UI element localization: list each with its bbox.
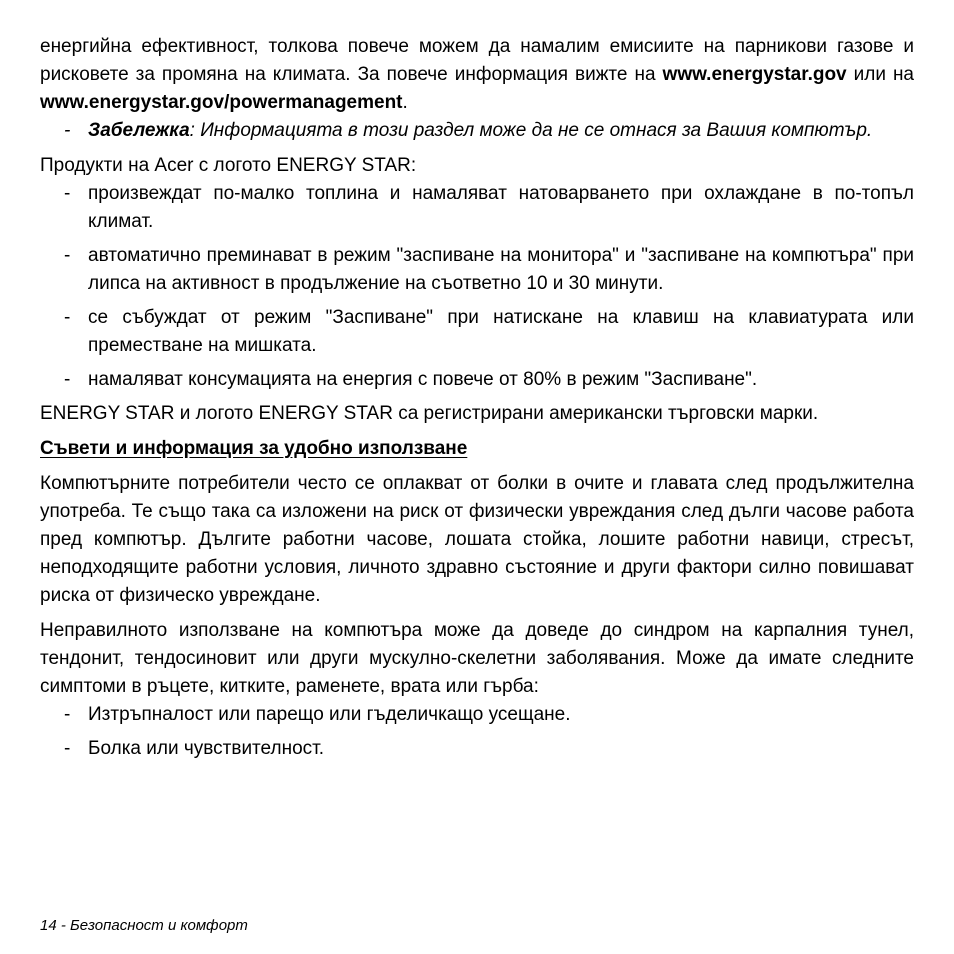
list-bullet: -	[64, 738, 71, 759]
list-item-text: Изтръпналост или парещо или гъделичкащо усещане.	[88, 704, 571, 725]
list-bullet: -	[64, 183, 71, 204]
list-item	[40, 735, 914, 763]
list-bullet: -	[64, 307, 71, 328]
note-bullet: -	[64, 120, 71, 141]
section-heading-text: Съвети и информация за удобно използване	[40, 438, 468, 459]
list-item-text: намаляват консумацията на енергия с повече от 80% в режим "Заспиване".	[88, 369, 758, 390]
list-item-text: се събуждат от режим "Заспиване" при натискане на клавиш на клавиатурата или преместване на мишката.	[88, 307, 914, 356]
energystar-link[interactable]: www.energystar.gov	[662, 64, 847, 85]
products-list	[40, 180, 914, 394]
note-list	[40, 117, 914, 145]
list-bullet: -	[64, 245, 71, 266]
powermanagement-link[interactable]: www.energystar.gov/powermanagement	[40, 92, 403, 113]
section-heading	[40, 435, 914, 463]
intro-text: енергийна ефективност, толкова повече можем да намалим емисиите на парникови газове и рисковете за промяна на климата. За повече информация вижте на	[40, 36, 914, 85]
list-item	[40, 180, 914, 236]
intro-end-text: .	[402, 92, 408, 113]
note-item	[40, 117, 914, 145]
products-intro: Продукти на Acer с логото ENERGY STAR:	[40, 155, 417, 176]
list-item	[40, 304, 914, 360]
intro-paragraph	[40, 33, 914, 117]
page-footer: 14 - Безопасност и комфорт	[40, 917, 248, 934]
list-bullet: -	[64, 704, 71, 725]
list-item	[40, 701, 914, 729]
symptoms-list	[40, 701, 914, 763]
list-item-text: произвеждат по-малко топлина и намаляват натоварването при охлаждане в по-топъл климат.	[88, 183, 914, 232]
list-item-text: Болка или чувствителност.	[88, 738, 325, 759]
note-label: Забележка	[88, 120, 190, 141]
ergonomics-paragraph-1: Компютърните потребители често се оплакват от болки в очите и главата след продължителна употреба. Те също така са изложени на риск от физически увреждания след дълги часове работа пред компютър. Дългите работни часове, лошата стойка, лошите работни навици, стресът, неподходящите работни условия, личното здравно състояние и други фактори силно повишават риска от физическо увреждане.	[40, 473, 914, 606]
note-text: : Информацията в този раздел може да не се отнася за Вашия компютър.	[189, 120, 873, 141]
ergonomics-paragraph-2: Неправилното използване на компютъра може да доведе до синдром на карпалния тунел, тендонит, тендосиновит или други мускулно-скелетни заболявания. Може да имате следните симптоми в ръцете, китките, раменете, врата или гърба:	[40, 620, 914, 697]
page-content	[40, 33, 914, 763]
list-item	[40, 242, 914, 298]
intro-middle-text: или на	[846, 64, 915, 85]
list-item-text: автоматично преминават в режим "заспиване на монитора" и "заспиване на компютъра" при липса на активност в продължение на съответно 10 и 30 минути.	[88, 245, 914, 294]
list-item	[40, 366, 914, 394]
trademark-paragraph: ENERGY STAR и логото ENERGY STAR са регистрирани американски търговски марки.	[40, 403, 819, 424]
list-bullet: -	[64, 369, 71, 390]
